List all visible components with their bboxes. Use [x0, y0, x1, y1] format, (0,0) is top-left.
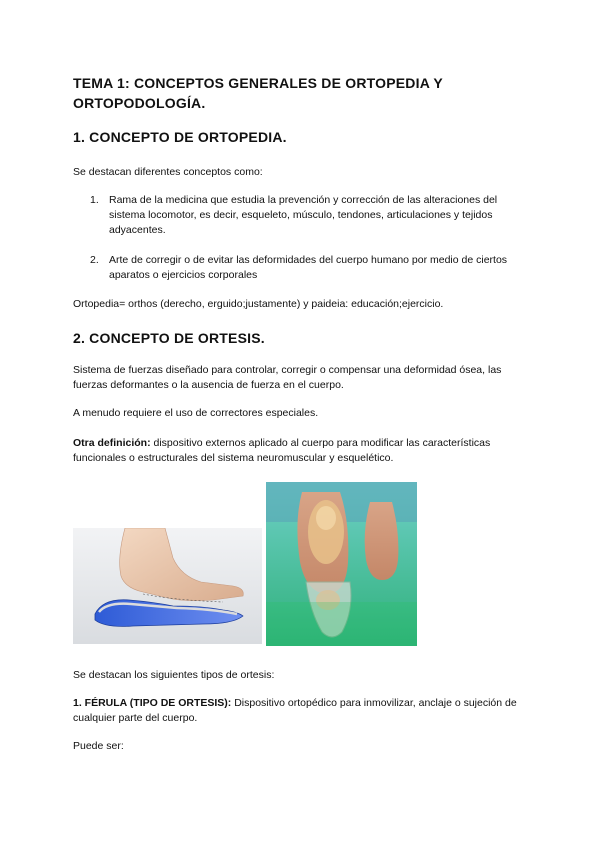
ortesis-definition: Sistema de fuerzas diseñado para controlar, corregir o compensar una deformidad ósea, las fuerzas deformantes o la ausencia de fuerza en el cuerpo.: [73, 364, 502, 391]
puede-ser-text: Puede ser:: [73, 740, 124, 752]
section-2-heading: 2. CONCEPTO DE ORTESIS.: [73, 330, 265, 346]
etymology-paragraph: Ortopedia= orthos (derecho, erguido;justamente) y paideia: educación;ejercicio.: [73, 298, 444, 310]
other-definition-text: dispositivo externos aplicado al cuerpo para modificar las características funcionales o estructurales del sistema neuromuscular y esquelético.: [73, 437, 491, 464]
feet-insole-illustration: [266, 482, 417, 646]
other-definition-label: Otra definición:: [73, 437, 151, 449]
insole-foot-illustration: [73, 528, 262, 644]
insole-foot-image: [73, 528, 262, 644]
list-item-number: 2.: [90, 254, 99, 266]
list-item-number: 1.: [90, 194, 99, 206]
ortesis-note: A menudo requiere el uso de correctores especiales.: [73, 407, 319, 419]
types-intro: Se destacan los siguientes tipos de ortesis:: [73, 669, 275, 681]
document-title: TEMA 1: CONCEPTOS GENERALES DE ORTOPEDIA Y ORTOPODOLOGÍA.: [73, 75, 443, 111]
ferula-label: 1. FÉRULA (TIPO DE ORTESIS):: [73, 697, 232, 709]
feet-insole-image: [266, 482, 417, 646]
other-definition: [73, 436, 533, 466]
list-item-text: Rama de la medicina que estudia la prevención y corrección de las alteraciones del sistema locomotor, es decir, esqueleto, músculo, tendones, articulaciones y tejidos adyacentes.: [109, 194, 498, 236]
ferula-paragraph: [73, 696, 533, 726]
ferula-text: Dispositivo ortopédico para inmovilizar, anclaje o sujeción de cualquier parte del cuerpo.: [73, 697, 517, 724]
section-1-heading: 1. CONCEPTO DE ORTOPEDIA.: [73, 129, 287, 145]
list-item-text: Arte de corregir o de evitar las deformidades del cuerpo humano por medio de ciertos aparatos o ejercicios corporales: [109, 254, 508, 281]
section-1-intro: Se destacan diferentes conceptos como:: [73, 166, 263, 178]
